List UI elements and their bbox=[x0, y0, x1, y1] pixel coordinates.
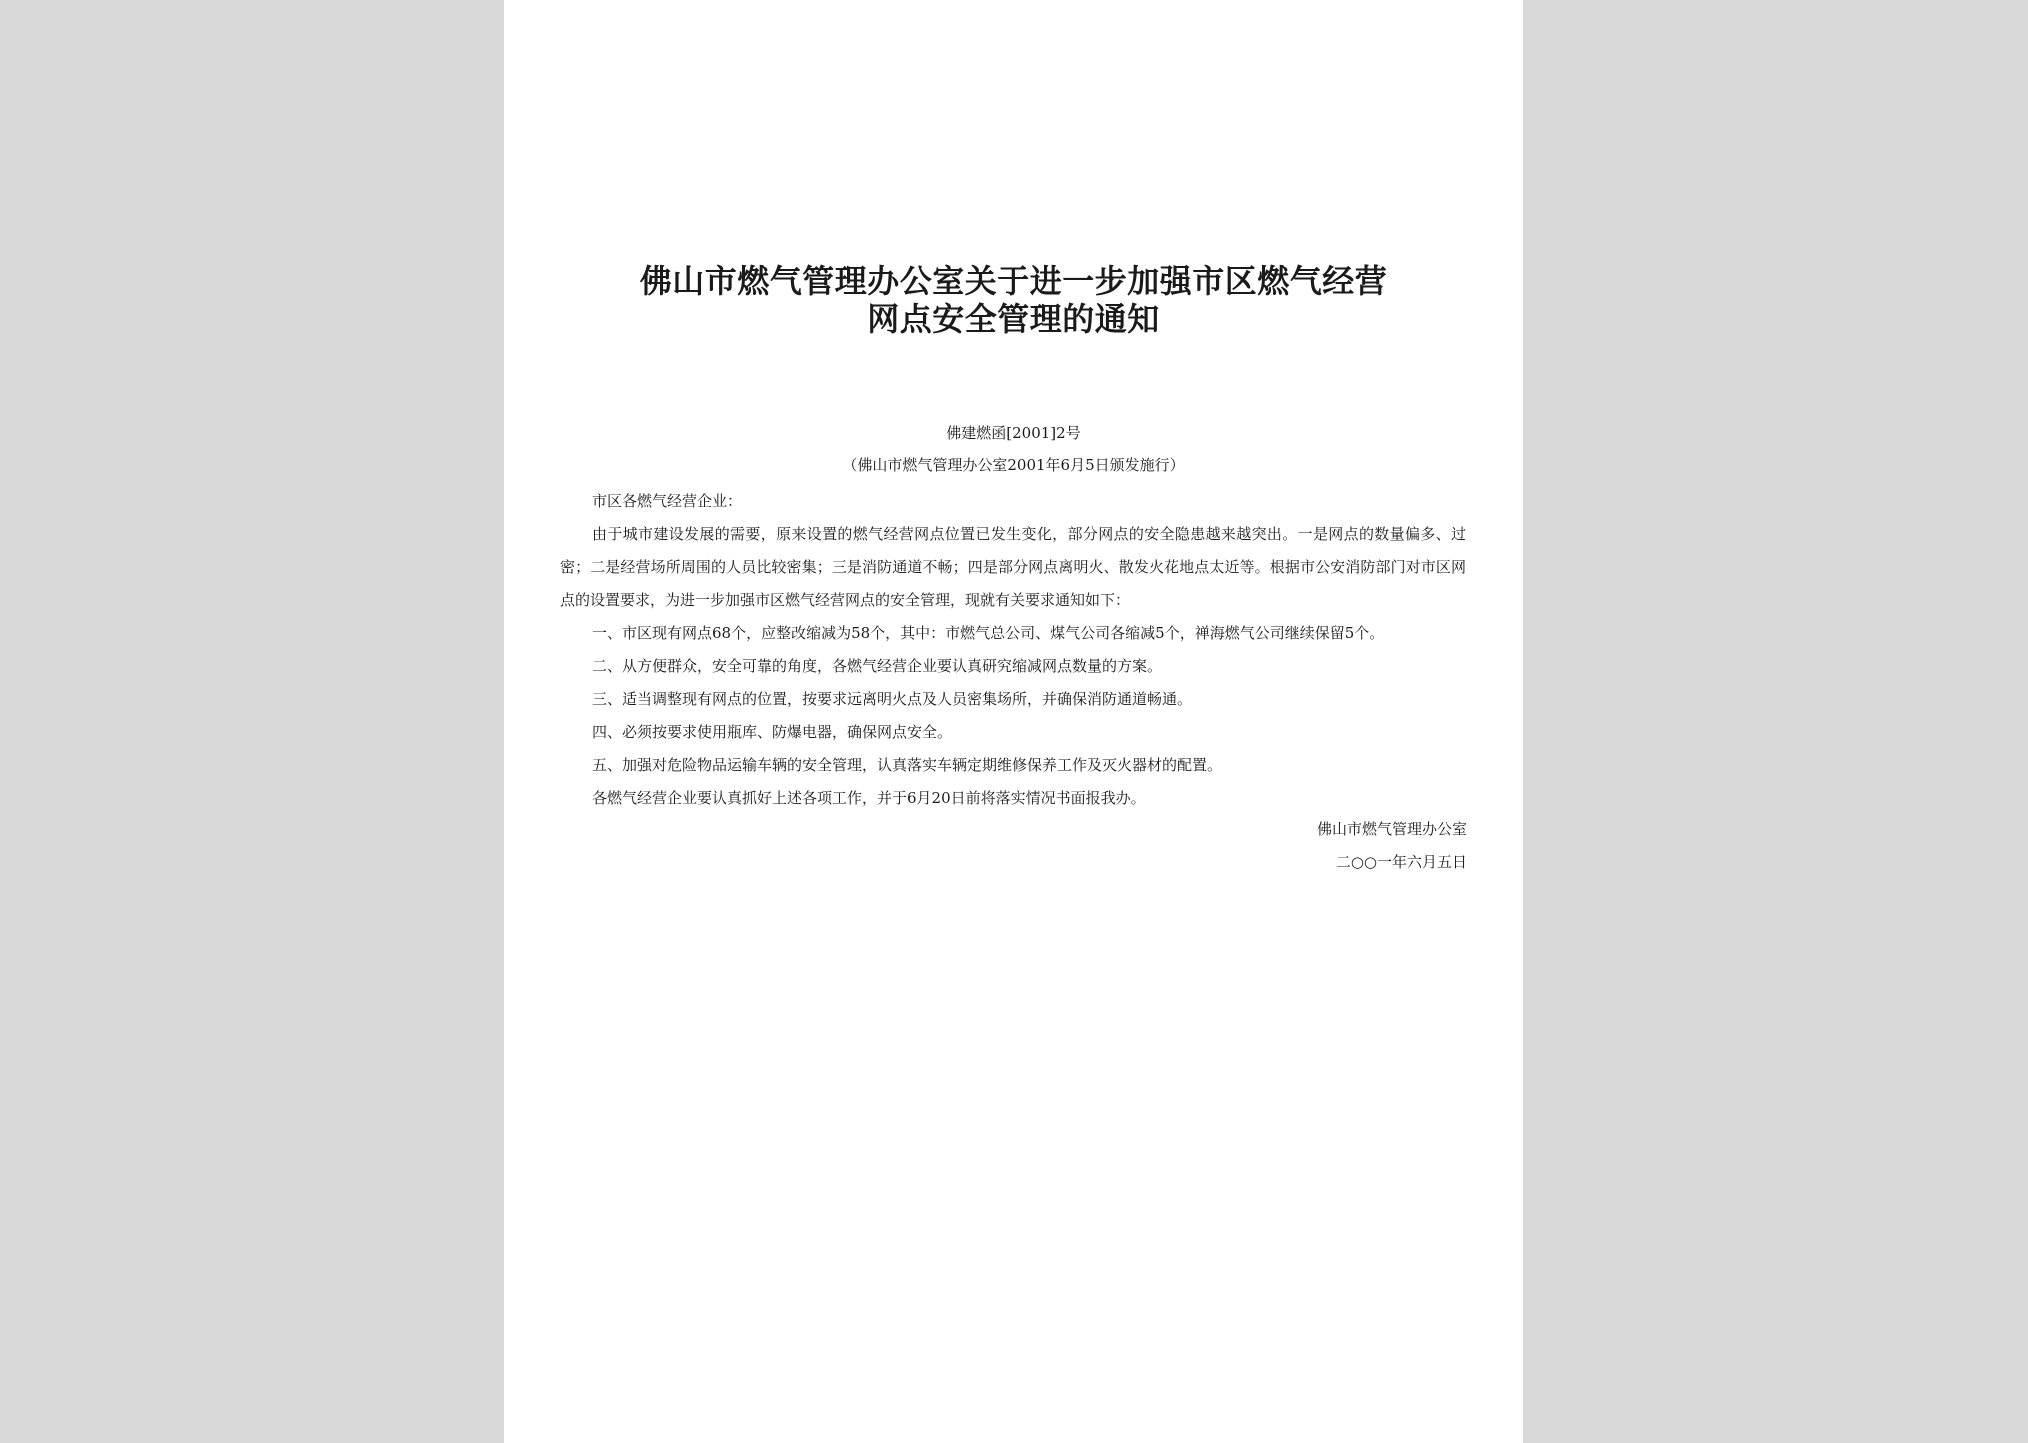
title-line-2: 网点安全管理的通知 bbox=[867, 300, 1160, 338]
title-line-1: 佛山市燃气管理办公室关于进一步加强市区燃气经营 bbox=[639, 262, 1388, 300]
closing-paragraph: 各燃气经营企业要认真抓好上述各项工作，并于6月20日前将落实情况书面报我办。 bbox=[592, 789, 1146, 807]
list-item: 四、必须按要求使用瓶库、防爆电器，确保网点安全。 bbox=[592, 723, 953, 741]
intro-paragraph: 由于城市建设发展的需要，原来设置的燃气经营网点位置已发生变化，部分网点的安全隐患越来越突出。一是网点的数量偏多、过密；二是经营场所周围的人员比较密集；三是消防通道不畅；四是部分网点离明火、散发火花地点太近等。根据市公安消防部门对市区网点的设置要求，为进一步加强市区燃气经营网点的安全管理，现就有关要求通知如下： bbox=[560, 525, 1466, 609]
document-body bbox=[560, 485, 1466, 815]
signature-block bbox=[1317, 813, 1467, 879]
issuance-note: （佛山市燃气管理办公室2001年6月5日颁发施行） bbox=[842, 456, 1185, 474]
salutation: 市区各燃气经营企业： bbox=[592, 492, 743, 510]
signature-organization: 佛山市燃气管理办公室 bbox=[1316, 820, 1467, 838]
list-item: 一、市区现有网点68个，应整改缩减为58个，其中：市燃气总公司、煤气公司各缩减5个，禅海燃气公司继续保留5个。 bbox=[592, 624, 1385, 642]
document-title bbox=[544, 262, 1483, 338]
list-item: 三、适当调整现有网点的位置，按要求远离明火点及人员密集场所，并确保消防通道畅通。 bbox=[592, 690, 1193, 708]
list-item: 二、从方便群众，安全可靠的角度，各燃气经营企业要认真研究缩减网点数量的方案。 bbox=[592, 657, 1163, 675]
list-item: 五、加强对危险物品运输车辆的安全管理，认真落实车辆定期维修保养工作及灭火器材的配置。 bbox=[592, 756, 1223, 774]
document-page bbox=[504, 0, 1523, 1443]
signature-date: 二○○一年六月五日 bbox=[1335, 853, 1467, 871]
document-number: 佛建燃函[2001]2号 bbox=[946, 424, 1081, 442]
